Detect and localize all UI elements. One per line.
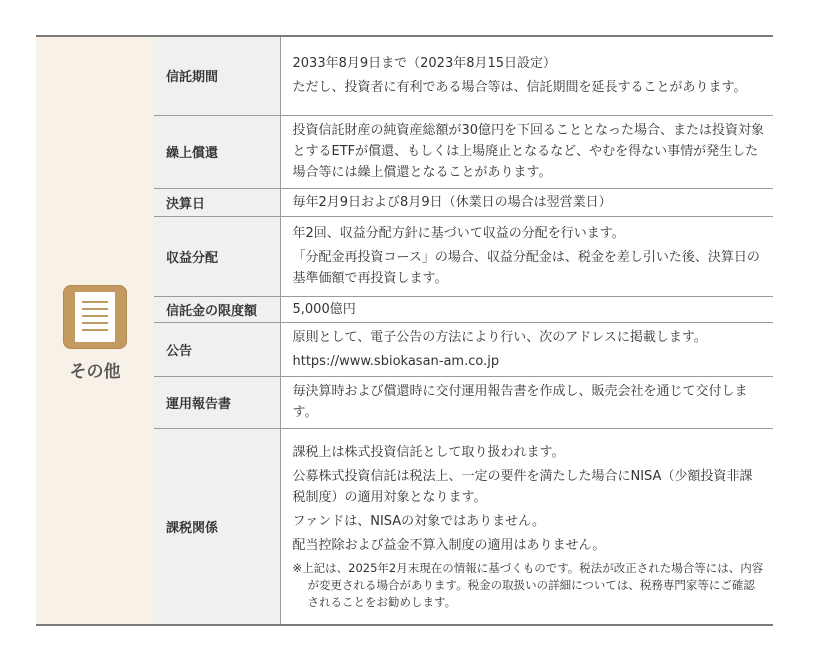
row-label: 繰上償還 bbox=[154, 115, 280, 188]
tax-note: ※上記は、2025年2月末現在の情報に基づくものです。税法が改正された場合等には、内容が変更される場合があります。税金の取扱いの詳細については、税務専門家等にご確認されることをお勧めします。 bbox=[292, 561, 764, 610]
row-value: 毎決算時および償還時に交付運用報告書を作成し、販売会社を通じて交付します。 bbox=[280, 376, 773, 428]
row-value: 5,000億円 bbox=[280, 296, 773, 322]
row-label: 信託金の限度額 bbox=[154, 296, 280, 322]
row-label: 信託期間 bbox=[154, 37, 280, 115]
table-row bbox=[154, 216, 773, 296]
row-value: 2033年8月9日まで（2023年8月15日設定） ただし、投資者に有利である場合等は、信託期間を延長することがあります。 bbox=[280, 37, 773, 115]
section-title: その他 bbox=[69, 362, 121, 382]
table-row bbox=[154, 115, 773, 188]
row-label: 収益分配 bbox=[154, 216, 280, 296]
info-table bbox=[154, 37, 773, 625]
section-sidebar bbox=[36, 35, 154, 626]
table-row bbox=[154, 428, 773, 625]
table-row bbox=[154, 37, 773, 115]
info-panel bbox=[36, 35, 773, 626]
row-value: 年2回、収益分配方針に基づいて収益の分配を行います。 「分配金再投資コース」の場合、収益分配金は、税金を差し引いた後、決算日の基準価額で再投資します。 bbox=[280, 216, 773, 296]
table-row bbox=[154, 376, 773, 428]
table-row bbox=[154, 322, 773, 376]
document-icon bbox=[63, 285, 127, 349]
row-label: 公告 bbox=[154, 322, 280, 376]
row-value: 毎年2月9日および8月9日（休業日の場合は翌営業日） bbox=[280, 188, 773, 216]
row-label: 運用報告書 bbox=[154, 376, 280, 428]
website-link[interactable]: https://www.sbiokasan-am.co.jp bbox=[292, 353, 500, 369]
table-row bbox=[154, 188, 773, 216]
row-label: 課税関係 bbox=[154, 428, 280, 625]
table-row bbox=[154, 296, 773, 322]
row-value: 投資信託財産の純資産総額が30億円を下回ることとなった場合、または投資対象とするETFが償還、もしくは上場廃止となるなど、やむを得ない事情が発生した場合等には繰上償還となることがあります。 bbox=[280, 115, 773, 188]
row-value: 原則として、電子公告の方法により行い、次のアドレスに掲載します。 https://www.sbiokasan-am.co.jp bbox=[280, 322, 773, 376]
row-label: 決算日 bbox=[154, 188, 280, 216]
row-value: 課税上は株式投資信託として取り扱われます。 公募株式投資信託は税法上、一定の要件を満たした場合にNISA（少額投資非課税制度）の適用対象となります。 ファンドは、NISAの対象ではありません。 配当控除および益金不算入制度の適用はありません。 ※上記は、2025年2月末現在の情報に基づくものです。税法が改正された場合等には、内容が変更される場合があります。税金の取扱いの詳細については、税務専門家等にご確認されることをお勧めします。 bbox=[292, 445, 764, 610]
